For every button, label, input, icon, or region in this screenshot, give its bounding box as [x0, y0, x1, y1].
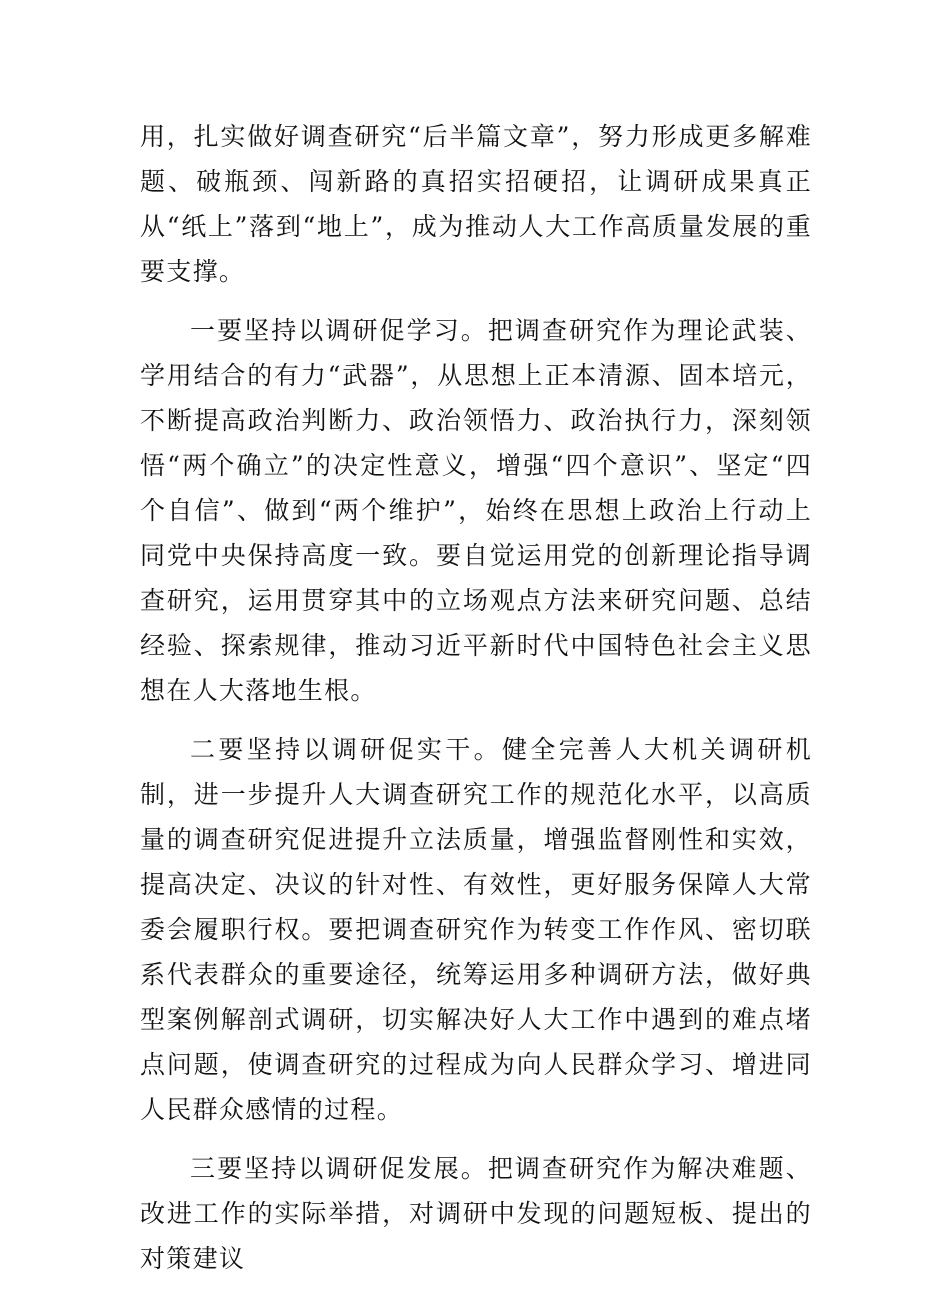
paragraph-practice: 二要坚持以调研促实干。健全完善人大机关调研机制，进一步提升人大调查研究工作的规范化水平，以高质量的调查研究促进提升立法质量，增强监督刚性和实效，提高决定、决议的针对性、有效性，更好服务保障人大常委会履职行权。要把调查研究作为转变工作作风、密切联系代表群众的重要途径，统筹运用多种调研方法，做好典型案例解剖式调研，切实解决好人大工作中遇到的难点堵点问题，使调查研究的过程成为向人民群众学习、增进同人民群众感情的过程。 [140, 735, 812, 1124]
paragraph-study: 一要坚持以调研促学习。把调查研究作为理论武装、学用结合的有力“武器”，从思想上正本清源、固本培元，不断提高政治判断力、政治领悟力、政治执行力，深刻领悟“两个确立”的决定性意义，增强“四个意识”、坚定“四个自信”、做到“两个维护”，始终在思想上政治上行动上同党中央保持高度一致。要自觉运用党的创新理论指导调查研究，运用贯穿其中的立场观点方法来研究问题、总结经验、探索规律，推动习近平新时代中国特色社会主义思想在人大落地生根。 [140, 316, 812, 705]
paragraph-continuation: 用，扎实做好调查研究“后半篇文章”，努力形成更多解难题、破瓶颈、闯新路的真招实招硬招，让调研成果真正从“纸上”落到“地上”，成为推动人大工作高质量发展的重要支撑。 [140, 122, 812, 286]
paragraph-development: 三要坚持以调研促发展。把调查研究作为解决难题、改进工作的实际举措，对调研中发现的问题短板、提出的对策建议 [140, 1154, 812, 1273]
document-body [140, 114, 812, 1295]
